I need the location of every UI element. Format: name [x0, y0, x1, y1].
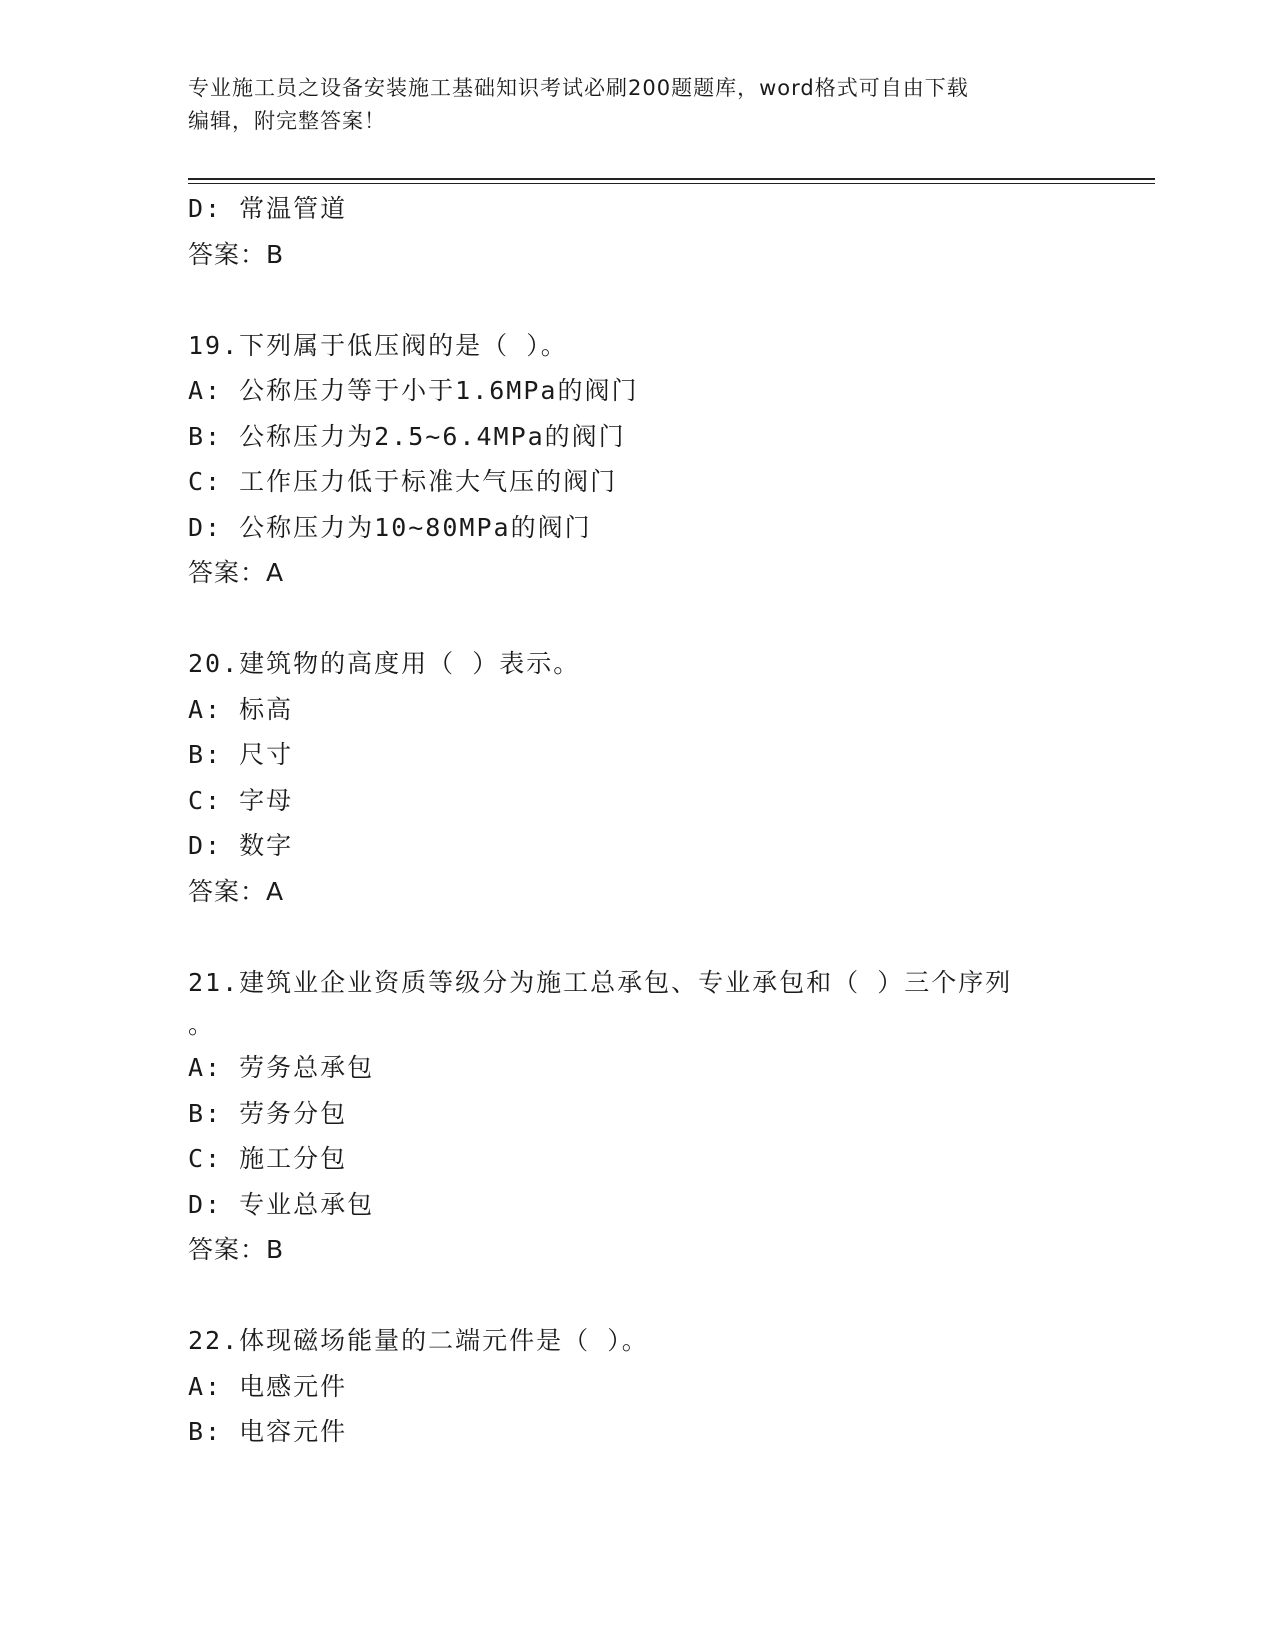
question-20	[188, 641, 1128, 914]
header-rule-thick	[188, 178, 1155, 180]
spacer	[188, 914, 1128, 960]
option-a: A: 公称压力等于小于1.6MPa的阀门	[188, 376, 639, 405]
header-line-2: 编辑，附完整答案！	[188, 109, 386, 133]
question-stem: 22.体现磁场能量的二端元件是（ ）。	[188, 1326, 649, 1355]
spacer	[188, 277, 1128, 323]
option-b: B: 电容元件	[188, 1417, 348, 1446]
option-d: D: 公称压力为10~80MPa的阀门	[188, 512, 592, 542]
spacer	[188, 596, 1128, 642]
option-c: C: 工作压力低于标准大气压的阀门	[188, 467, 618, 496]
option-d: D: 常温管道	[188, 194, 348, 223]
answer-line: 答案：B	[188, 1235, 285, 1264]
question-21	[188, 960, 1128, 1273]
option-d: D: 数字	[188, 831, 294, 860]
question-22	[188, 1318, 1128, 1455]
spacer	[188, 1273, 1128, 1319]
option-a: A: 标高	[188, 694, 294, 724]
question-19	[188, 323, 1128, 596]
option-c: C: 字母	[188, 785, 294, 815]
option-a: A: 电感元件	[188, 1371, 348, 1401]
option-b: B: 尺寸	[188, 740, 294, 769]
option-d: D: 专业总承包	[188, 1189, 375, 1219]
question-stem: 19.下列属于低压阀的是（ ）。	[188, 330, 568, 360]
document-header	[188, 72, 1088, 138]
option-b: B: 公称压力为2.5~6.4MPa的阀门	[188, 421, 626, 451]
header-line-1: 专业施工员之设备安装施工基础知识考试必刷200题题库，word格式可自由下载	[188, 76, 969, 100]
option-b: B: 劳务分包	[188, 1098, 348, 1128]
answer-line: 答案：A	[188, 876, 285, 906]
header-rule-thin	[188, 183, 1155, 184]
question-list	[188, 186, 1128, 1455]
question-18-tail	[188, 186, 1128, 277]
question-stem: 20.建筑物的高度用（ ）表示。	[188, 649, 581, 678]
question-stem-continuation: 。	[188, 1010, 216, 1039]
option-c: C: 施工分包	[188, 1144, 348, 1173]
option-a: A: 劳务总承包	[188, 1053, 375, 1082]
answer-line: 答案：A	[188, 558, 285, 587]
question-stem: 21.建筑业企业资质等级分为施工总承包、专业承包和（ ）三个序列	[188, 967, 1013, 997]
answer-line: 答案：B	[188, 239, 285, 269]
